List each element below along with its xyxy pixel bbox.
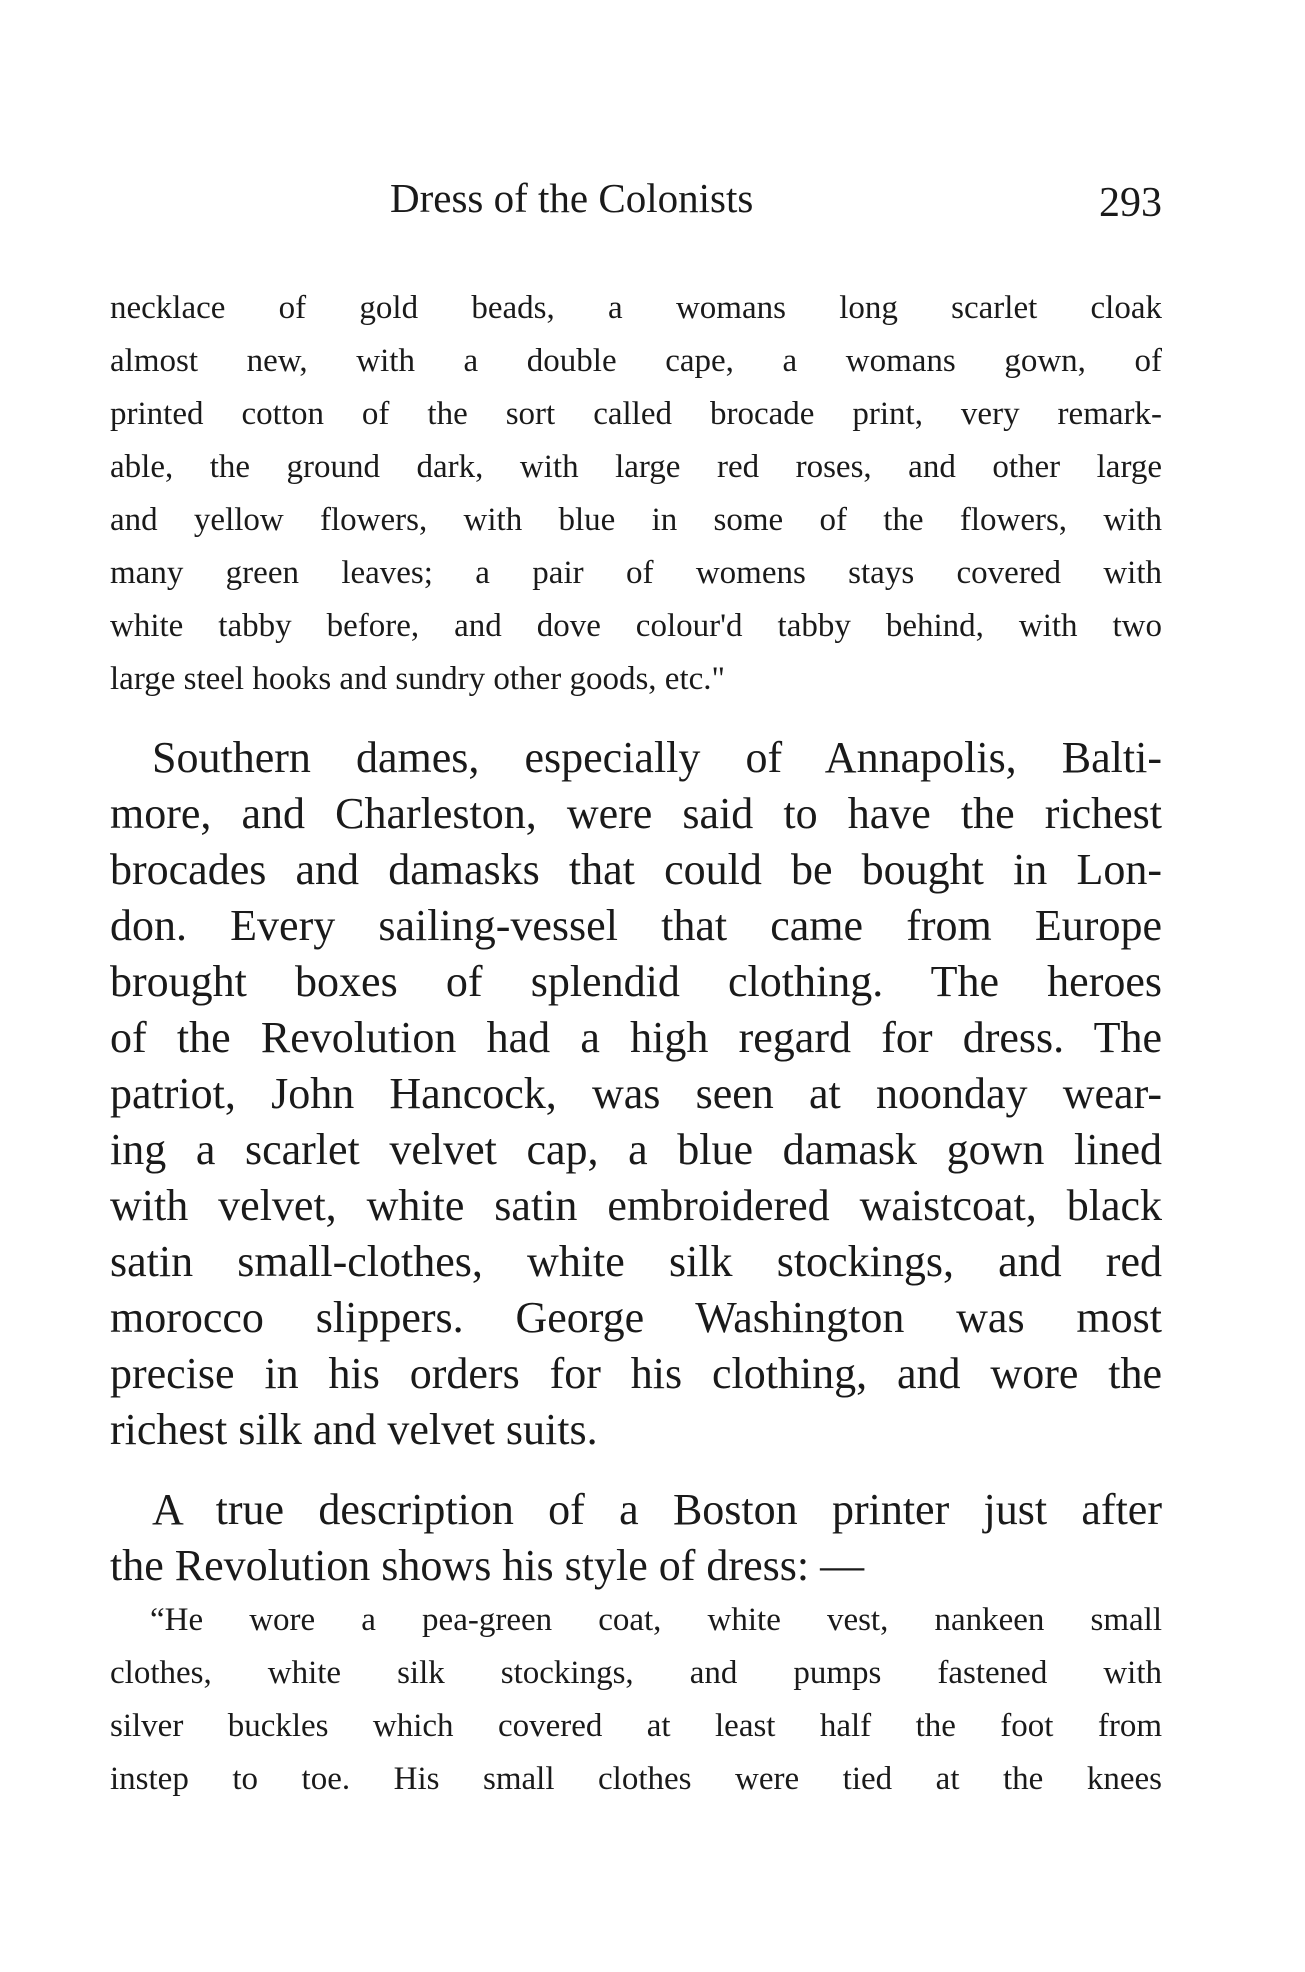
paragraph-boston-printer — [110, 1482, 1162, 1594]
text-line: able, the ground dark, with large red roses, and other large — [110, 449, 1162, 485]
page-number: 293 — [1099, 180, 1162, 226]
text-line: of the Revolution had a high regard for dress. The — [110, 1013, 1162, 1062]
text-line: don. Every sailing-vessel that came from Europe — [110, 901, 1162, 950]
text-line: clothes, white silk stockings, and pumps fastened with — [110, 1655, 1162, 1691]
text-line: patriot, John Hancock, was seen at noonday wear- — [110, 1069, 1162, 1118]
text-line: A true description of a Boston printer just after — [152, 1485, 1162, 1534]
text-line: precise in his orders for his clothing, and wore the — [110, 1349, 1162, 1398]
text-line: almost new, with a double cape, a womans gown, of — [110, 343, 1162, 379]
text-line: brought boxes of splendid clothing. The heroes — [110, 957, 1162, 1006]
text-line: necklace of gold beads, a womans long scarlet cloak — [110, 290, 1162, 326]
quoted-printer-description — [110, 1594, 1162, 1806]
paragraph-southern-dames — [110, 730, 1162, 1458]
text-line: richest silk and velvet suits. — [110, 1405, 598, 1454]
text-line: silver buckles which covered at least half the foot from — [110, 1708, 1162, 1744]
text-line: “He wore a pea-green coat, white vest, nankeen small — [150, 1602, 1162, 1638]
text-line: with velvet, white satin embroidered waistcoat, black — [110, 1181, 1162, 1230]
text-line: printed cotton of the sort called brocade print, very remark- — [110, 396, 1162, 432]
text-line: morocco slippers. George Washington was most — [110, 1293, 1162, 1342]
text-line: Southern dames, especially of Annapolis, Balti- — [152, 733, 1162, 782]
page-header — [110, 175, 1162, 238]
text-line: large steel hooks and sundry other goods, etc." — [110, 661, 725, 697]
running-title: Dress of the Colonists — [390, 175, 754, 221]
text-line: white tabby before, and dove colour'd tabby behind, with two — [110, 608, 1162, 644]
text-line: many green leaves; a pair of womens stays covered with — [110, 555, 1162, 591]
text-line: and yellow flowers, with blue in some of the flowers, with — [110, 502, 1162, 538]
text-line: ing a scarlet velvet cap, a blue damask gown lined — [110, 1125, 1162, 1174]
text-line: brocades and damasks that could be bought in Lon- — [110, 845, 1162, 894]
text-line: instep to toe. His small clothes were tied at the knees — [110, 1761, 1162, 1797]
text-line: more, and Charleston, were said to have the richest — [110, 789, 1162, 838]
text-line: satin small-clothes, white silk stockings, and red — [110, 1237, 1162, 1286]
quoted-inventory-continued — [110, 282, 1162, 706]
text-line: the Revolution shows his style of dress: — — [110, 1541, 865, 1590]
